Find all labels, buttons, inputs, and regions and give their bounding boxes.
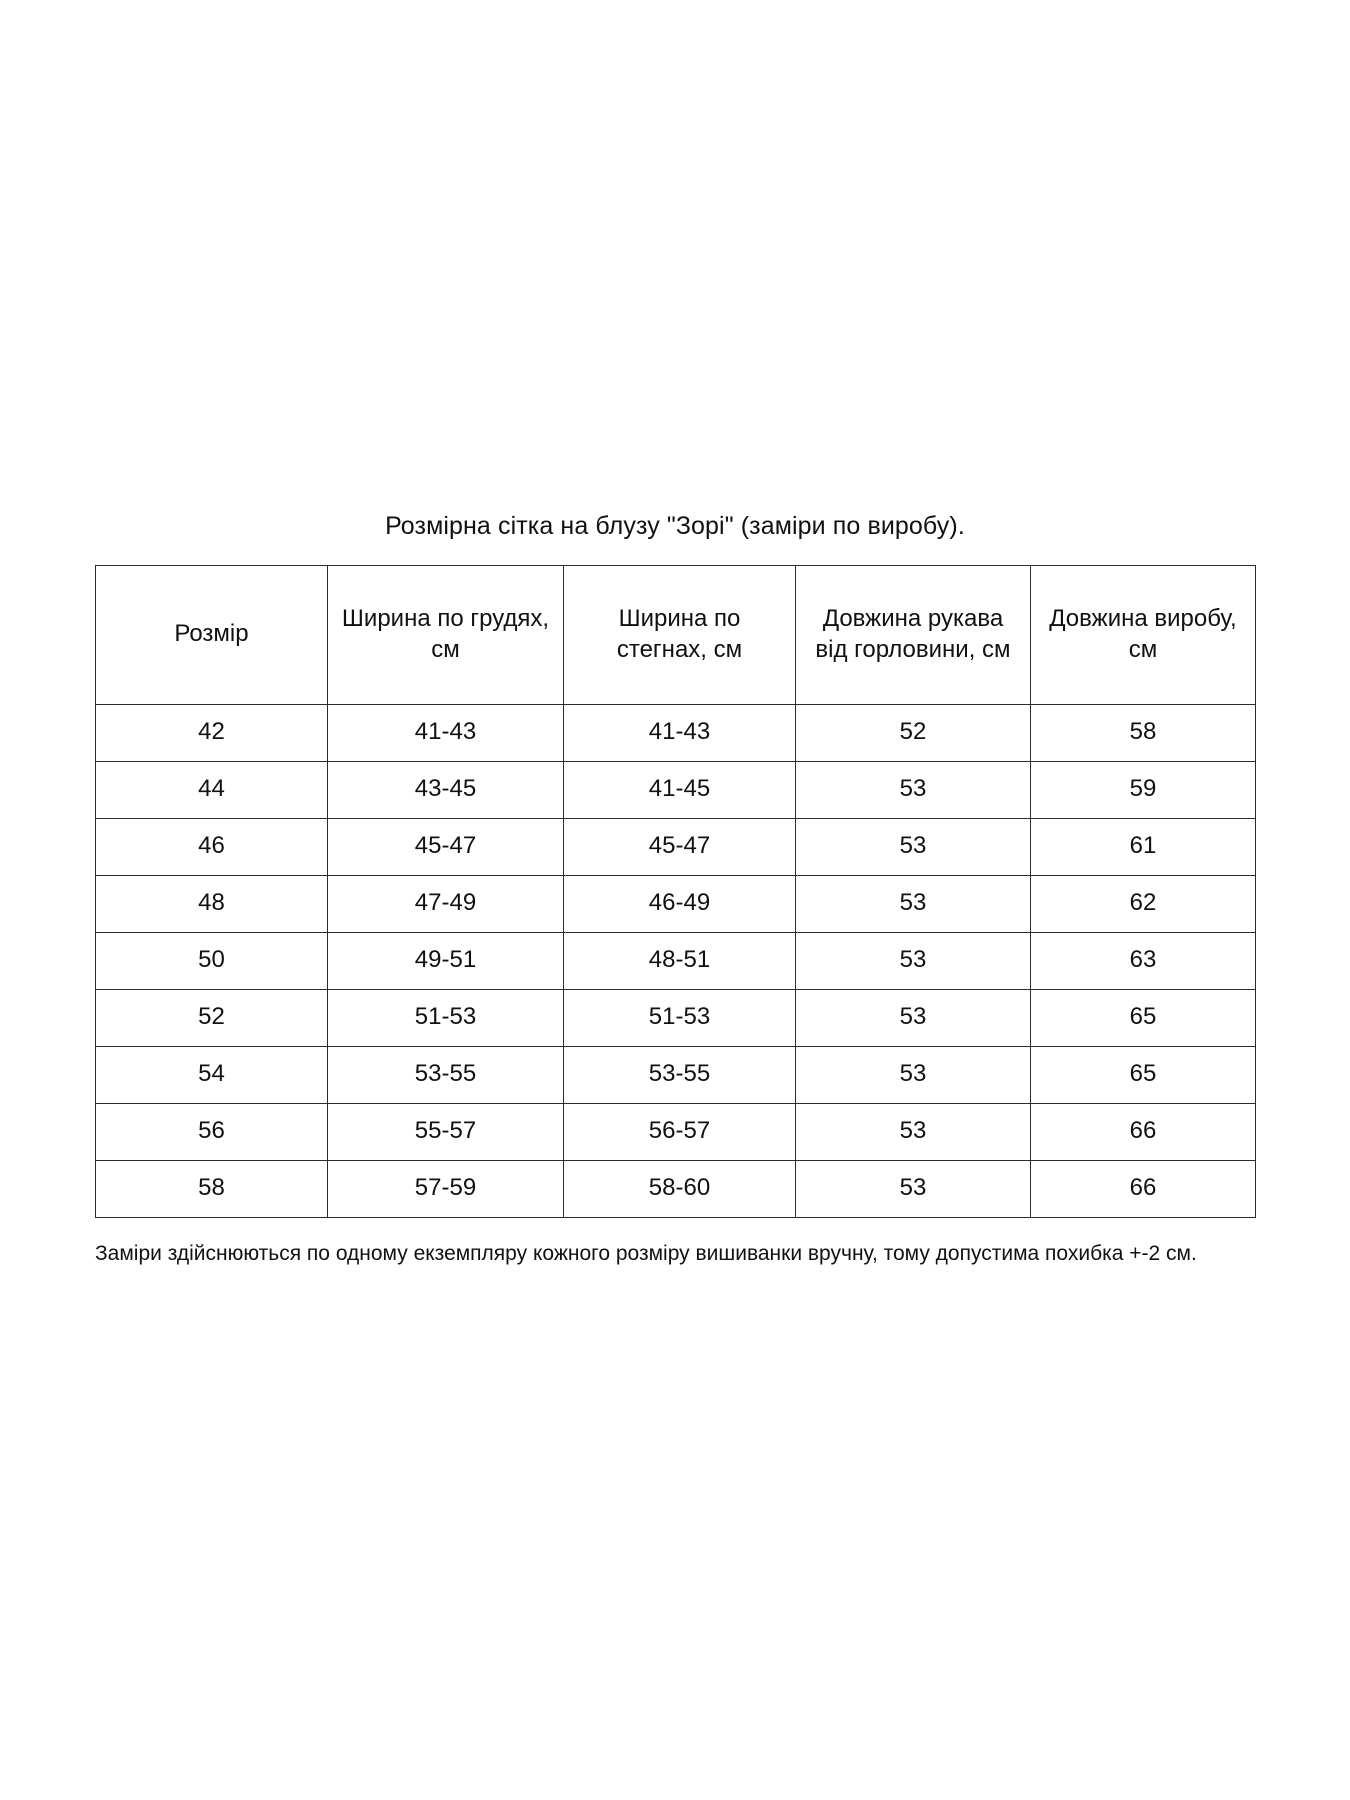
cell-sleeve-length: 53 <box>796 1046 1031 1103</box>
cell-product-length: 61 <box>1031 818 1256 875</box>
cell-hip-width: 41-43 <box>564 704 796 761</box>
cell-size: 56 <box>96 1103 328 1160</box>
cell-chest-width: 43-45 <box>328 761 564 818</box>
cell-product-length: 58 <box>1031 704 1256 761</box>
column-header-size: Розмір <box>96 565 328 704</box>
table-row <box>96 1103 1256 1160</box>
cell-hip-width: 45-47 <box>564 818 796 875</box>
table-row <box>96 875 1256 932</box>
column-header-product-length: Довжина виробу, см <box>1031 565 1256 704</box>
table-row <box>96 761 1256 818</box>
measurement-note: Заміри здійснюються по одному екземпляру кожного розміру вишиванки вручну, тому допустима похибка +-2 см. <box>95 1241 1197 1265</box>
cell-sleeve-length: 53 <box>796 932 1031 989</box>
cell-size: 48 <box>96 875 328 932</box>
cell-product-length: 65 <box>1031 1046 1256 1103</box>
cell-product-length: 63 <box>1031 932 1256 989</box>
column-header-chest-width: Ширина по грудях, см <box>328 565 564 704</box>
size-chart-table <box>95 565 1256 1218</box>
cell-chest-width: 51-53 <box>328 989 564 1046</box>
table-row <box>96 1160 1256 1217</box>
document-content <box>95 510 1255 1268</box>
table-row <box>96 704 1256 761</box>
page-title: Розмірна сітка на блузу "Зорі" (заміри по виробу). <box>385 512 965 540</box>
cell-sleeve-length: 53 <box>796 761 1031 818</box>
cell-hip-width: 46-49 <box>564 875 796 932</box>
cell-sleeve-length: 53 <box>796 1160 1031 1217</box>
cell-size: 42 <box>96 704 328 761</box>
cell-hip-width: 41-45 <box>564 761 796 818</box>
cell-hip-width: 48-51 <box>564 932 796 989</box>
column-header-sleeve-length: Довжина рукава від горловини, см <box>796 565 1031 704</box>
cell-size: 58 <box>96 1160 328 1217</box>
cell-chest-width: 45-47 <box>328 818 564 875</box>
cell-hip-width: 56-57 <box>564 1103 796 1160</box>
table-header-row <box>96 565 1256 704</box>
cell-chest-width: 49-51 <box>328 932 564 989</box>
table-body <box>96 704 1256 1217</box>
cell-chest-width: 57-59 <box>328 1160 564 1217</box>
cell-size: 44 <box>96 761 328 818</box>
cell-chest-width: 47-49 <box>328 875 564 932</box>
cell-product-length: 65 <box>1031 989 1256 1046</box>
cell-sleeve-length: 53 <box>796 989 1031 1046</box>
cell-chest-width: 53-55 <box>328 1046 564 1103</box>
cell-product-length: 62 <box>1031 875 1256 932</box>
cell-hip-width: 51-53 <box>564 989 796 1046</box>
cell-hip-width: 53-55 <box>564 1046 796 1103</box>
cell-size: 50 <box>96 932 328 989</box>
cell-sleeve-length: 53 <box>796 1103 1031 1160</box>
cell-size: 46 <box>96 818 328 875</box>
cell-chest-width: 41-43 <box>328 704 564 761</box>
cell-product-length: 59 <box>1031 761 1256 818</box>
cell-product-length: 66 <box>1031 1103 1256 1160</box>
column-header-hip-width: Ширина по стегнах, см <box>564 565 796 704</box>
cell-product-length: 66 <box>1031 1160 1256 1217</box>
table-row <box>96 932 1256 989</box>
cell-hip-width: 58-60 <box>564 1160 796 1217</box>
cell-size: 54 <box>96 1046 328 1103</box>
table-row <box>96 818 1256 875</box>
cell-size: 52 <box>96 989 328 1046</box>
cell-chest-width: 55-57 <box>328 1103 564 1160</box>
table-row <box>96 989 1256 1046</box>
table-row <box>96 1046 1256 1103</box>
table-header <box>96 565 1256 704</box>
cell-sleeve-length: 52 <box>796 704 1031 761</box>
cell-sleeve-length: 53 <box>796 875 1031 932</box>
cell-sleeve-length: 53 <box>796 818 1031 875</box>
